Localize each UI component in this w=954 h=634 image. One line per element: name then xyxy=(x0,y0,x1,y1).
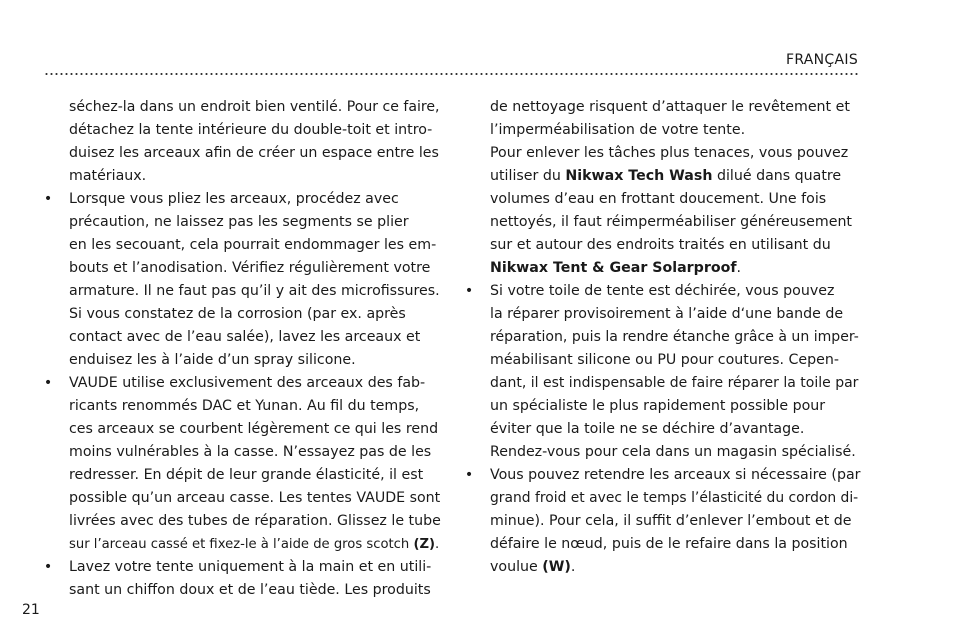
product-name: Nikwax Tech Wash xyxy=(565,168,713,184)
language-header: FRANÇAIS xyxy=(785,52,858,68)
text-line: détachez la tente intérieure du double-toit et intro- xyxy=(69,122,433,138)
text-line: sant un chiffon doux et de l’eau tiède. Les produits xyxy=(69,582,431,598)
text-line: moins vulnérables à la casse. N’essayez pas de les xyxy=(69,444,432,460)
text-line: Lavez votre tente uniquement à la main et en utili- xyxy=(69,559,432,575)
text-line: un spécialiste le plus rapidement possible pour xyxy=(490,398,826,414)
text-line xyxy=(490,165,860,188)
text-line: défaire le nœud, puis de le refaire dans la position xyxy=(490,536,848,552)
text-line: volumes d’eau en frottant doucement. Une fois xyxy=(490,191,827,207)
text-line: éviter que la toile ne se déchire d’avantage. xyxy=(490,421,805,437)
text-line: bouts et l’anodisation. Vérifiez régulièrement votre xyxy=(69,260,431,276)
text-line: contact avec de l’eau salée), lavez les arceaux et xyxy=(69,329,421,345)
bullet-icon: • xyxy=(43,191,53,207)
text-line: armature. Il ne faut pas qu’il y ait des microfissures. xyxy=(69,283,440,299)
text-line: livrées avec des tubes de réparation. Glissez le tube xyxy=(69,513,441,529)
text-run: dilué dans quatre xyxy=(712,168,842,184)
text-line: méabilisant silicone ou PU pour coutures. Cepen- xyxy=(490,352,839,368)
text-line: enduisez les à l’aide d’un spray silicone. xyxy=(69,352,356,368)
paragraph-continued xyxy=(69,96,441,188)
text-run: sur l’arceau cassé et fixez-le à l’aide de gros scotch xyxy=(69,537,414,552)
dotted-divider xyxy=(44,73,860,75)
text-run: . xyxy=(570,559,576,575)
bullet-icon: • xyxy=(43,375,53,391)
text-line: matériaux. xyxy=(69,168,147,184)
product-name: Nikwax Tent & Gear Solarproof xyxy=(490,260,737,276)
figure-ref-z: (Z) xyxy=(413,537,436,552)
bullet-item-folding-poles xyxy=(43,188,441,372)
bullet-icon: • xyxy=(43,559,53,575)
bullet-item-retension-poles xyxy=(464,464,861,579)
text-line: Lorsque vous pliez les arceaux, procédez avec xyxy=(69,191,399,207)
text-line: grand froid et avec le temps l’élasticité du cordon di- xyxy=(490,490,859,506)
text-line: séchez-la dans un endroit bien ventilé. Pour ce faire, xyxy=(69,99,440,115)
text-line: en les secouant, cela pourrait endommager les em- xyxy=(69,237,437,253)
text-run: voulue xyxy=(490,559,543,575)
text-line xyxy=(490,257,860,280)
text-run: . xyxy=(736,260,742,276)
bullet-icon: • xyxy=(464,283,474,299)
text-line: ricants renommés DAC et Yunan. Au fil du temps, xyxy=(69,398,420,414)
text-line: nettoyés, il faut réimperméabiliser généreusement xyxy=(490,214,852,230)
text-line: VAUDE utilise exclusivement des arceaux des fab- xyxy=(69,375,426,391)
paragraph-continued xyxy=(490,96,860,280)
text-line: ces arceaux se courbent légèrement ce qui les rend xyxy=(69,421,439,437)
text-line: dant, il est indispensable de faire réparer la toile par xyxy=(490,375,859,391)
text-line: minue). Pour cela, il suffit d’enlever l’embout et de xyxy=(490,513,852,529)
text-run: utiliser du xyxy=(490,168,566,184)
text-line xyxy=(490,556,860,579)
text-line: redresser. En dépit de leur grande élasticité, il est xyxy=(69,467,424,483)
text-line: l’imperméabilisation de votre tente. xyxy=(490,122,746,138)
bullet-item-vaude-poles xyxy=(43,372,441,556)
text-run: . xyxy=(435,537,440,552)
text-line: duisez les arceaux afin de créer un espace entre les xyxy=(69,145,439,161)
text-line: la réparer provisoirement à l’aide d‘une bande de xyxy=(490,306,844,322)
text-line: de nettoyage risquent d’attaquer le revêtement et xyxy=(490,99,850,115)
bullet-item-torn-fabric xyxy=(464,280,860,464)
text-line: Si votre toile de tente est déchirée, vous pouvez xyxy=(490,283,835,299)
bullet-icon: • xyxy=(464,467,474,483)
text-line: Vous pouvez retendre les arceaux si nécessaire (par xyxy=(490,467,861,483)
text-line: Si vous constatez de la corrosion (par ex. après xyxy=(69,306,406,322)
text-line: Rendez-vous pour cela dans un magasin spécialisé. xyxy=(490,444,856,460)
text-line: Pour enlever les tâches plus tenaces, vous pouvez xyxy=(490,145,849,161)
text-line: réparation, puis la rendre étanche grâce à un imper- xyxy=(490,329,859,345)
text-line: sur et autour des endroits traités en utilisant du xyxy=(490,237,831,253)
page-number: 21 xyxy=(22,602,40,618)
text-line: précaution, ne laissez pas les segments se plier xyxy=(69,214,409,230)
text-line: possible qu’un arceau casse. Les tentes VAUDE sont xyxy=(69,490,441,506)
bullet-item-washing xyxy=(43,556,441,602)
right-column xyxy=(464,96,861,579)
figure-ref-w: (W) xyxy=(542,559,571,575)
left-column xyxy=(43,96,441,602)
text-line xyxy=(69,533,441,556)
